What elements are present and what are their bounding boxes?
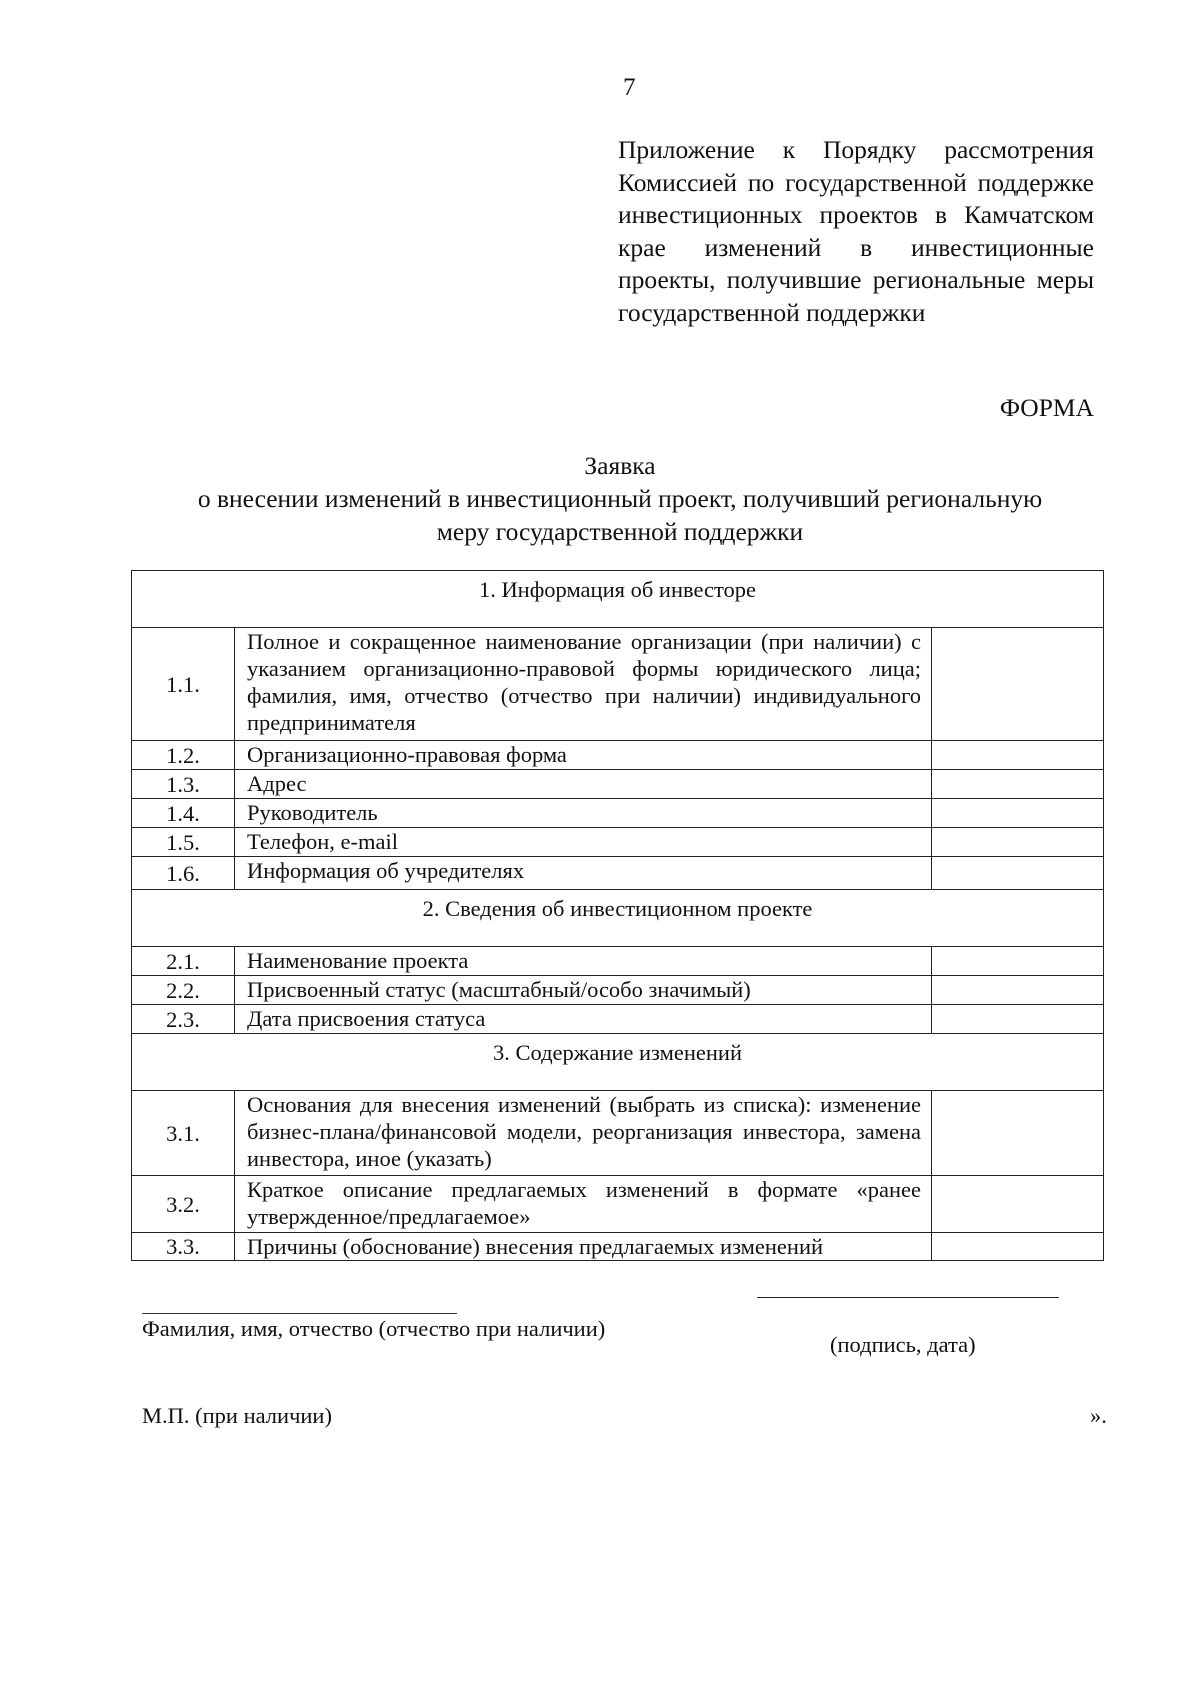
signature-line[interactable] — [757, 1297, 1059, 1298]
row-value-cell[interactable] — [932, 628, 1104, 741]
row-value-cell[interactable] — [932, 857, 1104, 890]
row-number: 3.1. — [132, 1091, 235, 1176]
row-value-cell[interactable] — [932, 741, 1104, 770]
row-value-cell[interactable] — [932, 947, 1104, 976]
section-heading: 2. Сведения об инвестиционном проекте — [132, 890, 1104, 947]
row-number: 1.1. — [132, 628, 235, 741]
closing-quote: ». — [1090, 1403, 1107, 1428]
table-row — [132, 976, 1104, 1005]
table-row — [132, 1176, 1104, 1233]
row-number: 1.2. — [132, 741, 235, 770]
row-number: 3.3. — [132, 1233, 235, 1261]
stamp-note: М.П. (при наличии) — [142, 1403, 332, 1428]
row-value-cell[interactable] — [932, 828, 1104, 857]
row-number: 1.4. — [132, 799, 235, 828]
row-label: Организационно-правовая форма — [235, 741, 932, 770]
row-value-cell[interactable] — [932, 799, 1104, 828]
row-label: Информация об учредителях — [235, 857, 932, 890]
signature-caption: (подпись, дата) — [830, 1332, 976, 1357]
table-row — [132, 799, 1104, 828]
row-number: 2.3. — [132, 1005, 235, 1034]
application-form-table — [131, 570, 1104, 1261]
row-number: 1.3. — [132, 770, 235, 799]
row-number: 1.5. — [132, 828, 235, 857]
table-row — [132, 828, 1104, 857]
row-label: Наименование проекта — [235, 947, 932, 976]
row-label: Краткое описание предлагаемых изменений в формате «ранее утвержденное/предлагаемое» — [235, 1176, 932, 1233]
row-label: Телефон, e-mail — [235, 828, 932, 857]
section-heading-row — [132, 1034, 1104, 1091]
row-label: Дата присвоения статуса — [235, 1005, 932, 1034]
fio-caption: Фамилия, имя, отчество (отчество при наличии) — [142, 1316, 606, 1341]
row-label: Основания для внесения изменений (выбрать из списка): изменение бизнес-плана/финансовой модели, реорганизация инвестора, замена инвестора, иное (указать) — [235, 1091, 932, 1176]
fio-line — [142, 1313, 457, 1314]
row-value-cell[interactable] — [932, 1091, 1104, 1176]
form-label: ФОРМА — [999, 393, 1094, 422]
row-label: Адрес — [235, 770, 932, 799]
row-label: Полное и сокращенное наименование организации (при наличии) с указанием организационно-правовой формы юридического лица; фамилия, имя, отчество (отчество при наличии) индивидуального предпринимателя — [235, 628, 932, 741]
row-number: 3.2. — [132, 1176, 235, 1233]
row-value-cell[interactable] — [932, 1233, 1104, 1261]
row-number: 2.1. — [132, 947, 235, 976]
row-value-cell[interactable] — [932, 1005, 1104, 1034]
row-number: 2.2. — [132, 976, 235, 1005]
row-label: Присвоенный статус (масштабный/особо значимый) — [235, 976, 932, 1005]
page-number: 7 — [623, 74, 636, 101]
title-line-3: меру государственной поддержки — [436, 517, 804, 546]
table-row — [132, 1005, 1104, 1034]
table-row — [132, 947, 1104, 976]
section-heading: 3. Содержание изменений — [132, 1034, 1104, 1091]
section-heading-row — [132, 890, 1104, 947]
section-heading: 1. Информация об инвесторе — [132, 571, 1104, 628]
row-label: Причины (обоснование) внесения предлагаемых изменений — [235, 1233, 932, 1261]
row-value-cell[interactable] — [932, 1176, 1104, 1233]
table-row — [132, 1233, 1104, 1261]
table-row — [132, 857, 1104, 890]
table-row — [132, 741, 1104, 770]
table-row — [132, 628, 1104, 741]
table-row — [132, 1091, 1104, 1176]
row-number: 1.6. — [132, 857, 235, 890]
row-label: Руководитель — [235, 799, 932, 828]
row-value-cell[interactable] — [932, 770, 1104, 799]
document-title — [130, 449, 1110, 548]
appendix-note: Приложение к Порядку рассмотрения Комиссией по государственной поддержке инвестиционных проектов в Камчатском крае изменений в инвестиционные проекты, получившие региональные меры государственной поддержки — [618, 135, 1094, 327]
title-line-1: Заявка — [584, 451, 656, 480]
section-heading-row — [132, 571, 1104, 628]
table-row — [132, 770, 1104, 799]
row-value-cell[interactable] — [932, 976, 1104, 1005]
title-line-2: о внесении изменений в инвестиционный проект, получивший региональную — [197, 484, 1043, 513]
